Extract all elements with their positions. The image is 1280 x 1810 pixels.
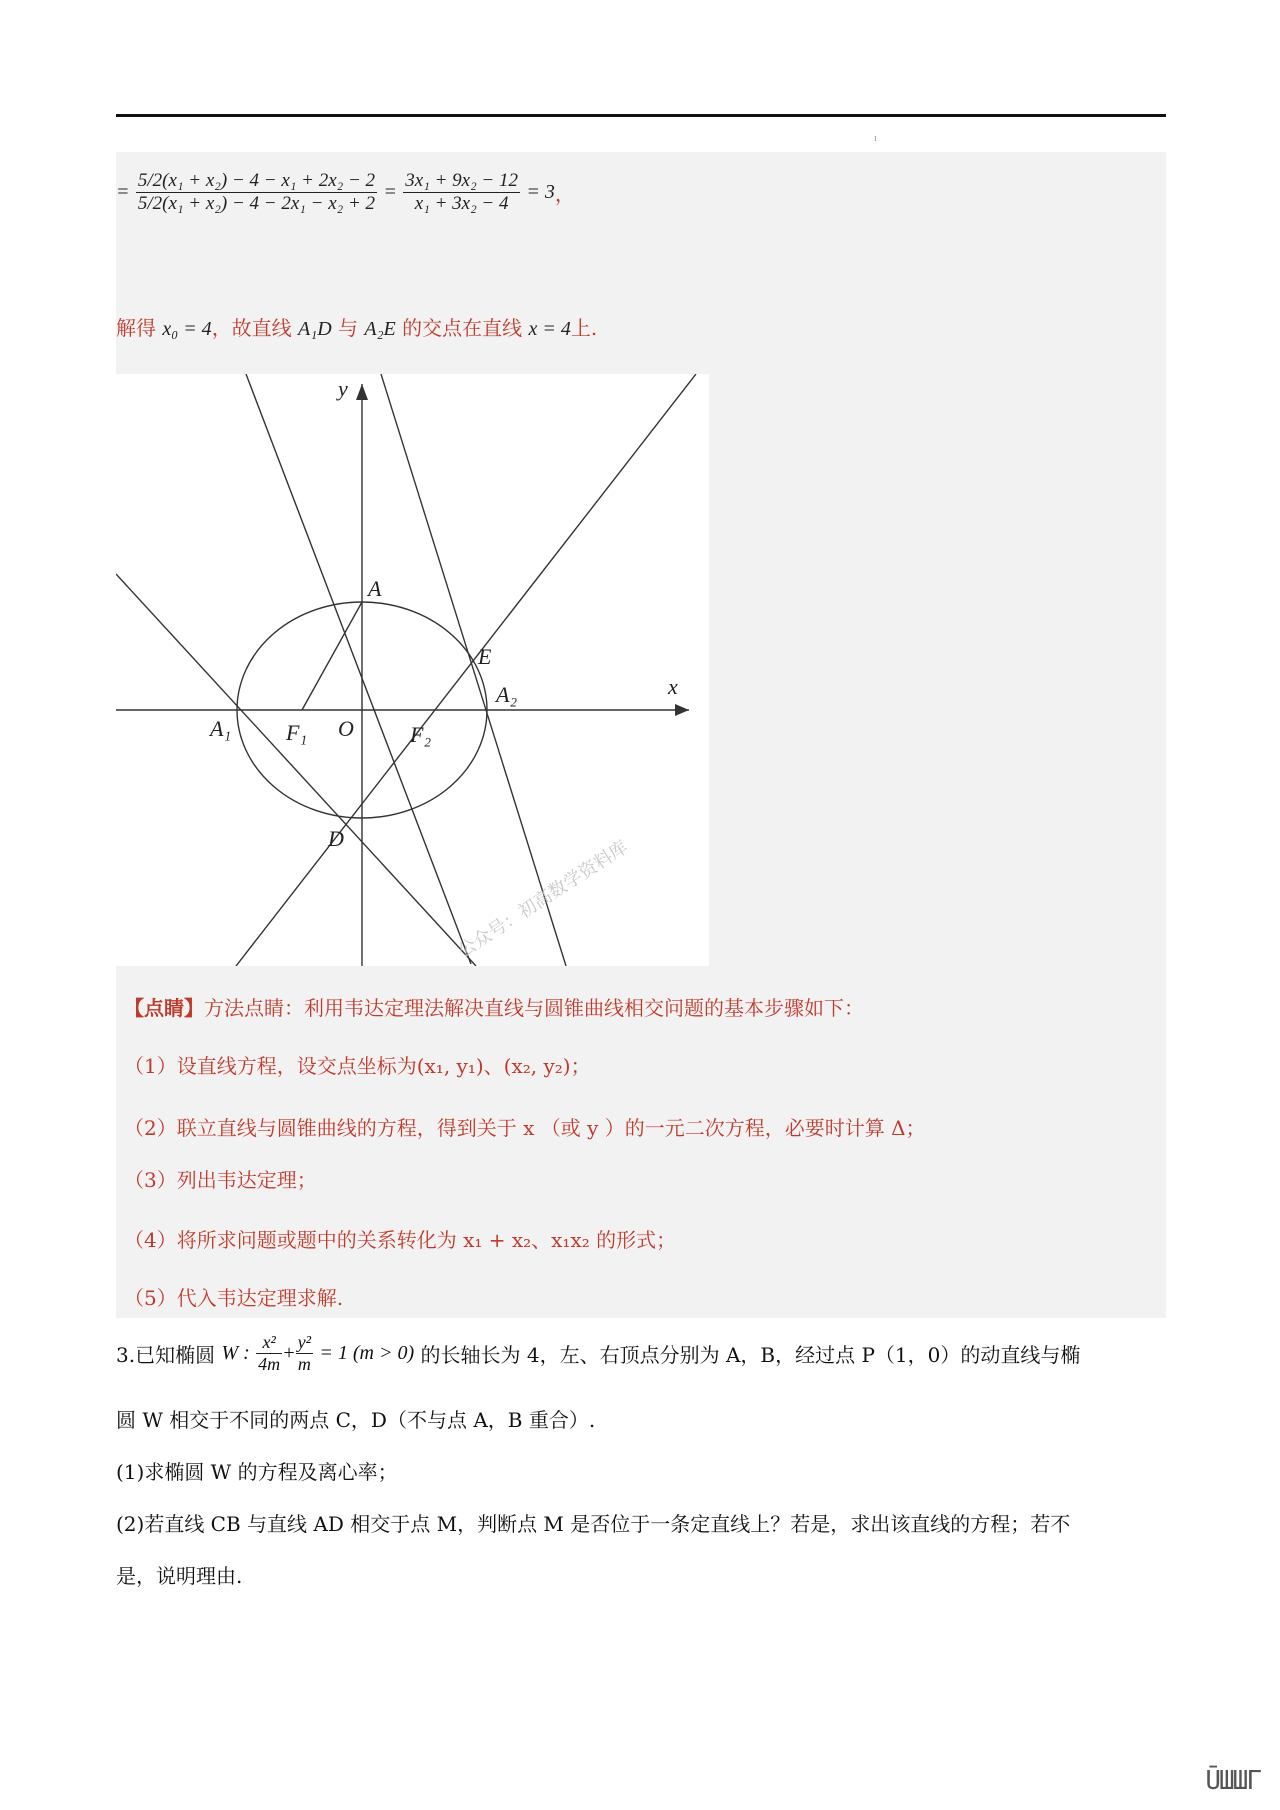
ellipse-diagram	[116, 374, 709, 966]
problem-frac-y-den: m	[297, 1354, 311, 1374]
fraction-2-denominator: x₁ + 3x₂ − 4	[414, 193, 509, 214]
page-mark: ı	[874, 133, 877, 144]
label-a: A	[368, 576, 382, 601]
hint-intro: 方法点睛：利用韦达定理法解决直线与圆锥曲线相交问题的基本步骤如下：	[204, 996, 864, 1020]
label-o: O	[338, 716, 354, 741]
label-y: y	[338, 376, 348, 401]
fraction-1	[136, 170, 377, 215]
label-a2: A₂	[496, 682, 518, 707]
y-axis-arrow	[356, 384, 368, 400]
problem-question-2b: 是，说明理由.	[116, 1564, 243, 1588]
ellipse-figure	[116, 374, 709, 966]
fraction-1-denominator: 5/2(x₁ + x₂) − 4 − 2x₁ − x₂ + 2	[137, 193, 376, 214]
conclusion-suffix: 的交点在直线	[402, 316, 523, 340]
conclusion-and: 与	[338, 316, 359, 340]
hint-step-3: （3）列出韦达定理；	[124, 1168, 317, 1192]
label-x: x	[668, 674, 678, 699]
conclusion-middle: ，故直线	[211, 316, 292, 340]
watermark: 公众号：初高数学资料库	[454, 836, 632, 963]
conclusion-line	[116, 312, 597, 341]
fraction-2-numerator: 3x₁ + 9x₂ − 12	[405, 170, 519, 191]
corner-logo: ŪШШГ	[1205, 1766, 1260, 1796]
formula-tail: ，	[554, 182, 575, 206]
fraction-1-numerator: 5/2(x₁ + x₂) − 4 − x₁ + 2x₂ − 2	[137, 170, 376, 191]
line-through-d-diagonal	[236, 374, 696, 966]
problem-condition: = 1 (m > 0)	[319, 1342, 415, 1364]
hint-step-2: （2）联立直线与圆锥曲线的方程，得到关于 x （或 y ）的一元二次方程，必要时计算 Δ；	[124, 1116, 926, 1140]
hint-heading	[124, 992, 864, 1021]
header-rule	[116, 114, 1166, 117]
hint-step-4: （4）将所求问题或题中的关系转化为 x₁ + x₂、x₁x₂ 的形式；	[124, 1228, 677, 1252]
conclusion-end: 上.	[570, 316, 598, 340]
problem-line-1-rest: 的长轴长为 4，左、右顶点分别为 A，B，经过点 P（1，0）的动直线与椭	[420, 1343, 1081, 1367]
fraction-2	[403, 170, 520, 215]
problem-frac-x	[256, 1332, 282, 1375]
label-f2: F₂	[410, 722, 432, 747]
hint-step-1: （1）设直线方程，设交点坐标为(x₁, y₁)、(x₂, y₂)；	[124, 1054, 591, 1078]
problem-w: W :	[221, 1342, 250, 1364]
problem-lead: 3.已知椭圆	[116, 1343, 216, 1367]
hint-title: 【点睛】	[124, 996, 204, 1020]
label-a1: A₁	[210, 716, 232, 741]
problem-frac-x-den: 4m	[258, 1354, 281, 1374]
line-through-e-steep	[381, 374, 566, 966]
problem-frac-y	[296, 1332, 313, 1375]
label-d: D	[328, 826, 344, 851]
label-e: E	[478, 644, 492, 669]
line-a1-lower	[116, 574, 476, 966]
line-a2e: A₂E	[364, 318, 396, 340]
problem-line-2: 圆 W 相交于不同的两点 C，D（不与点 A，B 重合）.	[116, 1408, 596, 1432]
problem-line-1: 3.已知椭圆 W : $\frac{\text{x²}}{4m}$ + $\frac{\text{y²}}{m}$ = 1 (m > 0) 的长轴长为 4，左、右顶点分别为 A，B，经过点 P（1，0）的动直线与椭	[116, 1332, 1081, 1374]
problem-frac-y-num: y²	[297, 1332, 312, 1352]
problem-question-2a: (2)若直线 CB 与直线 AD 相交于点 M，判断点 M 是否位于一条定直线上？若是，求出该直线的方程；若不	[116, 1512, 1071, 1536]
formula-line: = $\frac{\text{5/2(x₁ + x₂) − 4 − x₁ + 2x₂ − 2}}{\text{5/2(x₁ + x₂) − 4 − 2x₁ − x₂ + 2}}$ = $\frac{\text{3x₁ + 9x₂ − 12}}{\text{x₁ + 3x₂ − 4}}$ = 3，	[116, 170, 575, 214]
label-f1: F₁	[286, 720, 308, 745]
line-a1d: A₁D	[298, 318, 332, 340]
line-through-a-upper-left	[246, 374, 471, 964]
x-axis-arrow	[675, 704, 689, 716]
problem-question-1: (1)求椭圆 W 的方程及离心率；	[116, 1460, 398, 1484]
formula-result: = 3	[526, 181, 555, 203]
hint-step-5: （5）代入韦达定理求解.	[124, 1286, 344, 1310]
conclusion-line-eq: x = 4	[528, 318, 571, 340]
conclusion-prefix: 解得	[116, 316, 156, 340]
problem-frac-x-num: x²	[256, 1332, 282, 1354]
conclusion-eq: x₀ = 4	[162, 318, 212, 340]
